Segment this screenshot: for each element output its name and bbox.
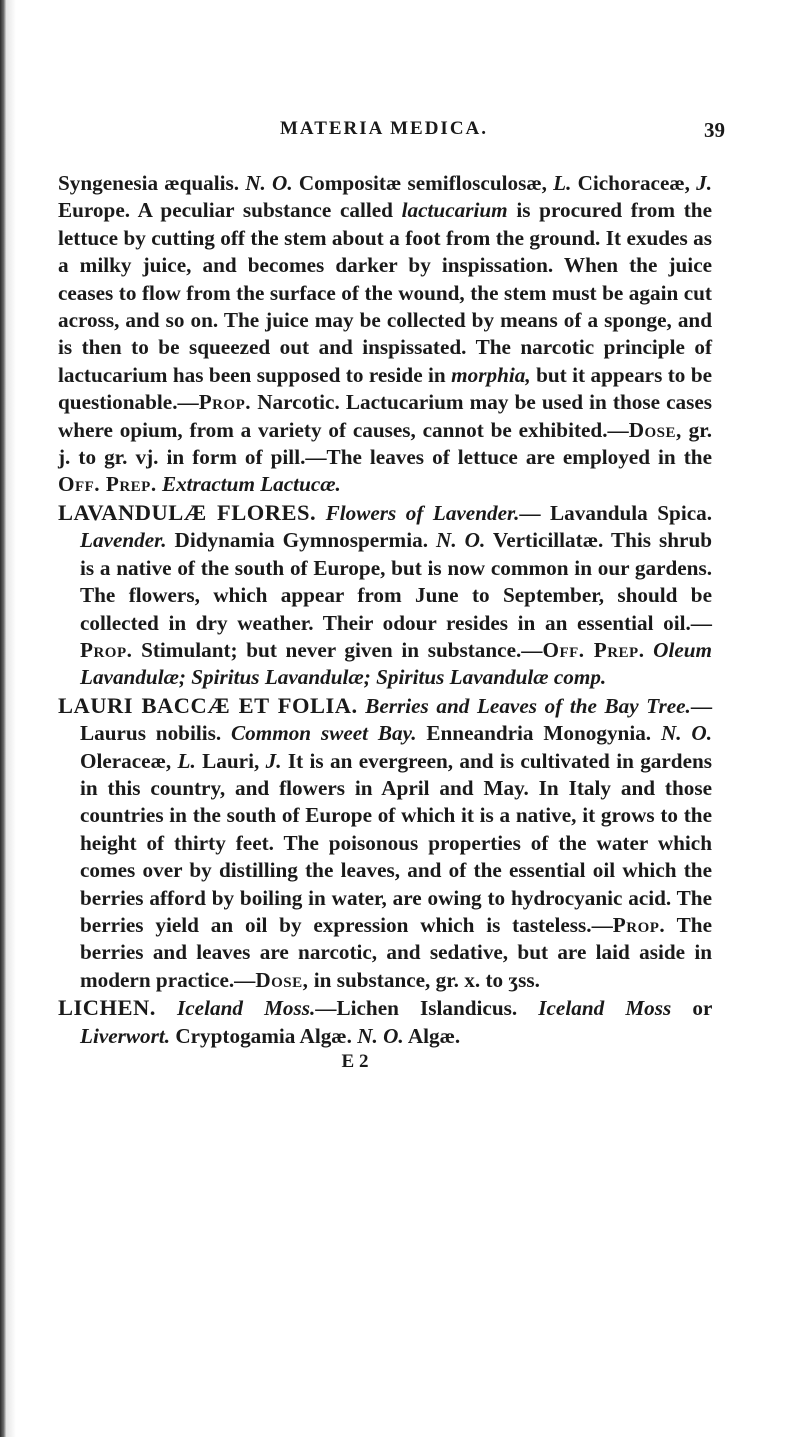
- dose-label: Dose,: [628, 417, 682, 442]
- text-run: — Lavandula Spica.: [519, 500, 712, 525]
- authority-abbrev: L.: [177, 748, 196, 773]
- entry-heading: LAURI BACCÆ ET FOLIA.: [58, 692, 358, 718]
- text-run: Verticillatæ. This shrub is a native of the south of Europe, but is now common in our gardens. The flowers, which appear from June to September, should be collected in dry weather. Their odour resides in an essential oil.—: [80, 528, 713, 635]
- book-gutter-fade: [6, 0, 16, 1437]
- common-name: Iceland Moss.: [177, 996, 316, 1021]
- text-run: Didynamia Gymnospermia.: [174, 528, 428, 553]
- text-run: gr. j. to gr. vj. in form of pill.—The leaves of lettuce are employed in the: [58, 417, 712, 470]
- common-name: Lavender.: [80, 528, 167, 553]
- prop-label: Prop.: [80, 637, 133, 662]
- text-run: is procured from the lettuce by cutting off the stem about a foot from the ground. It exudes as a milky juice, and becomes darker by inspissation. When the juice ceases to flow from the surface of the wound, the stem must be again cut across, and so on. The juice may be collected by means of a sponge, and is then to be squeezed out and inspissated. The narcotic principle of lactucarium has been supposed to reside in: [58, 198, 712, 387]
- common-name: Liverwort.: [80, 1023, 171, 1048]
- entry-lactuca-continued: [58, 170, 712, 499]
- authority-abbrev: J.: [696, 171, 713, 195]
- prop-label: Prop.: [198, 390, 252, 415]
- text-run: Algæ.: [407, 1023, 461, 1048]
- natural-order-abbrev: N. O.: [660, 721, 713, 746]
- text-run: The berries and leaves are narcotic, and sedative, but are laid aside in modern practice.—: [80, 912, 712, 992]
- authority-abbrev: L.: [553, 171, 572, 195]
- text-run: Cryptogamia Algæ.: [175, 1023, 352, 1048]
- text-run: Stimulant; but never given in substance.—: [141, 637, 543, 662]
- page-header: [43, 118, 725, 148]
- off-prep-label: Off. Prep.: [58, 472, 157, 497]
- text-run: in substance, gr. x. to ʒss.: [313, 967, 540, 992]
- preparation-name: Oleum Lavandulæ; Spiritus Lavandulæ; Spiritus Lavandulæ comp.: [80, 637, 713, 690]
- text-run: but it appears to be questionable.—: [58, 362, 713, 415]
- page-number: 39: [704, 118, 725, 142]
- text-run: —Laurus nobilis.: [80, 693, 712, 746]
- text-run: Cichoraceæ,: [577, 171, 690, 195]
- entry-lichen: [58, 994, 712, 1050]
- signature-mark: E 2: [341, 1051, 369, 1072]
- common-name: Iceland Moss: [538, 996, 672, 1021]
- off-prep-label: Off. Prep.: [542, 637, 645, 662]
- preparation-name: Extractum Lactucæ.: [161, 472, 341, 497]
- entry-heading: LAVANDULÆ FLORES.: [58, 499, 317, 525]
- text-run: Europe. A peculiar substance called: [58, 198, 393, 223]
- text-run: Lauri,: [202, 748, 260, 773]
- natural-order-abbrev: N. O.: [245, 171, 293, 195]
- natural-order-abbrev: N. O.: [436, 528, 486, 553]
- entry-lavandulae-flores: [58, 499, 712, 692]
- text-run: or: [692, 996, 712, 1021]
- running-head: MATERIA MEDICA.: [279, 118, 489, 139]
- text-run: Oleraceæ,: [80, 748, 172, 773]
- common-name: Flowers of Lavender.: [325, 500, 520, 525]
- entry-lauri-baccae: [58, 692, 712, 994]
- entry-heading: LICHEN.: [58, 995, 156, 1021]
- text-run: Narcotic. Lactucarium may be used in those cases where opium, from a variety of causes, cannot be exhibited.—: [58, 390, 712, 442]
- text-run: —Lichen Islandicus.: [315, 996, 518, 1021]
- prop-label: Prop.: [612, 912, 666, 937]
- common-name: Common sweet Bay.: [231, 721, 417, 746]
- natural-order-abbrev: N. O.: [357, 1023, 404, 1048]
- italic-term: lactucarium: [401, 198, 508, 223]
- italic-term: morphia,: [451, 362, 531, 387]
- text-run: Compositæ semiflosculosæ,: [298, 171, 547, 195]
- common-name: Berries and Leaves of the Bay Tree.: [365, 693, 691, 718]
- dose-label: Dose,: [255, 967, 309, 992]
- text-run: Enneandria Monogynia.: [426, 721, 652, 746]
- text-run: Syngenesia æqualis.: [58, 171, 240, 195]
- page-body: [58, 170, 712, 1074]
- authority-abbrev: J.: [265, 748, 282, 773]
- text-run: It is an evergreen, and is cultivated in gardens in this country, and flowers in April and May. In Italy and those countries in the south of Europe of which it is a native, it grows to the height of thirty feet. The poisonous properties of the water which comes over by distilling the leaves, and of the essential oil which the berries afford by boiling in water, are owing to hydrocyanic acid. The berries yield an oil by expression which is tasteless.—: [80, 748, 713, 937]
